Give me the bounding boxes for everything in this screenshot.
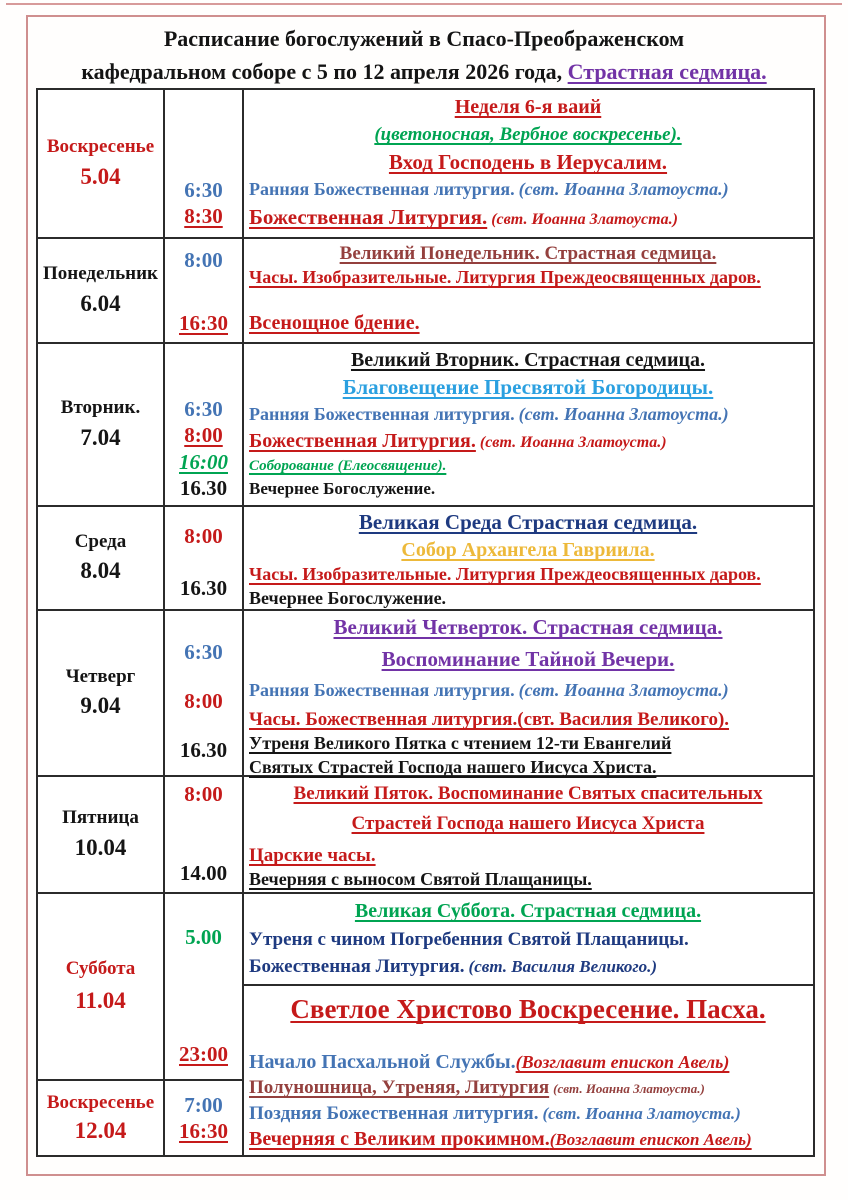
row-friday-10-04 [38, 775, 813, 892]
service-line [249, 1075, 807, 1100]
service-note: (свт. Иоанна Златоуста.) [553, 1081, 705, 1097]
service-line [249, 428, 807, 454]
service-text: Утреня с чином Погребенния Святой Плащаницы. [249, 928, 689, 950]
service-line [249, 898, 807, 924]
row-wednesday-8-04 [38, 505, 813, 609]
service-text: Всенощное бдение. [249, 311, 420, 334]
section-saturday-sunday [38, 892, 813, 1155]
service-line [249, 310, 807, 338]
day-name: Пятница [62, 807, 139, 829]
day-date: 12.04 [74, 1118, 127, 1144]
day-date: 11.04 [75, 987, 126, 1013]
service-line [249, 374, 807, 402]
service-time: 16:30 [179, 1119, 228, 1143]
content-cell [244, 90, 813, 237]
day-cell [38, 777, 165, 892]
service-time: 8:00 [184, 688, 223, 713]
service-text: Часы. Божественная литургия.(свт. Василия Великого). [249, 709, 730, 731]
service-line [249, 679, 807, 703]
day-cell [38, 507, 165, 609]
service-line [249, 403, 807, 427]
service-text: Часы. Изобразительные. Литургия Преждеосвященных даров. [249, 267, 761, 288]
service-line [249, 455, 807, 477]
service-text: Ранняя Божественная литургия. [249, 403, 515, 424]
content-cell [244, 611, 813, 778]
service-note: (свт. Иоанна Златоуста.) [542, 1103, 741, 1123]
service-time: 16.30 [179, 475, 228, 500]
page-title [40, 22, 808, 88]
service-line [249, 587, 807, 611]
row-tuesday-7-04 [38, 342, 813, 505]
day-name: Воскресенье [46, 136, 155, 158]
service-time: 14.00 [179, 860, 228, 885]
row-monday-6-04 [38, 237, 813, 342]
service-line [249, 927, 807, 952]
service-line [249, 707, 807, 732]
service-time: 8:00 [184, 524, 223, 548]
service-text: Царские часы. [249, 845, 376, 867]
service-time: 6:30 [184, 177, 223, 202]
service-time: 16.30 [179, 737, 228, 762]
content-cell [244, 894, 813, 986]
service-time: 8:00 [184, 782, 223, 806]
service-text: Ранняя Божественная литургия. [249, 680, 515, 701]
day-cell [38, 1081, 163, 1155]
service-note: (Возглавит епископ Авель) [515, 1052, 730, 1073]
service-note: (свт. Иоанна Златоуста.) [518, 403, 729, 424]
day-name: Воскресенье [46, 1091, 155, 1113]
service-line [249, 241, 807, 266]
service-text: Часы. Изобразительные. Литургия Преждеосвященных даров. [249, 564, 761, 585]
service-text: Ранняя Божественная литургия. [249, 179, 515, 200]
time-cell [165, 1081, 242, 1155]
service-text: Неделя 6-я ваий [454, 95, 602, 118]
service-text: Великая Суббота. Страстная седмица. [354, 899, 702, 922]
service-note: (Возглавит епископ Авель) [549, 1129, 752, 1149]
service-line [249, 149, 807, 177]
service-text: Страстей Господа нашего Иисуса Христа [351, 813, 705, 835]
time-cell [165, 90, 244, 237]
service-time: 8:30 [184, 203, 223, 228]
service-time: 16:00 [179, 449, 228, 474]
title-highlight: Страстная седмица. [567, 59, 767, 84]
service-time: 8:00 [184, 248, 223, 272]
service-text: Вечернее Богослужение. [249, 478, 436, 498]
service-text: Святых Страстей Господа нашего Иисуса Христа. [249, 757, 657, 778]
service-text: Благовещение Пресвятой Богородицы. [342, 375, 714, 400]
title-line1: Расписание богослужений в Спасо-Преображенском [163, 26, 685, 51]
service-text: Воспоминание Тайной Вечери. [381, 646, 675, 671]
service-text: Великий Пяток. Воспоминание Святых спасительных [293, 783, 763, 804]
service-text: Божественная Литургия. [249, 956, 465, 978]
service-line [249, 478, 807, 500]
service-line [249, 614, 807, 642]
day-date: 10.04 [74, 834, 127, 860]
service-text: Полуношница, Утреняя, Литургия [249, 1077, 550, 1099]
service-line [249, 122, 807, 147]
row-sunday-5-04 [38, 90, 813, 237]
time-cell [165, 611, 244, 775]
content-cell [244, 986, 813, 1155]
service-line [249, 646, 807, 674]
service-text: Утреня Великого Пятка с чтением 12-ти Евангелий [249, 733, 672, 754]
service-text: Великий Вторник. Страстная седмица. [350, 348, 706, 371]
service-text: (цветоносная, Вербное воскресенье). [374, 123, 682, 145]
service-line [249, 1101, 807, 1126]
service-text: Вечернее Богослужение. [249, 587, 447, 608]
day-cell [38, 611, 165, 775]
time-cell [165, 507, 244, 609]
service-text: Поздняя Божественная литургия. [249, 1102, 539, 1124]
time-column [165, 894, 244, 1155]
service-line [249, 563, 807, 587]
service-line [249, 954, 807, 979]
schedule-table [36, 88, 815, 1157]
day-cell [38, 344, 165, 505]
time-cell [165, 777, 244, 892]
time-cell [165, 894, 242, 1081]
service-line [249, 843, 807, 868]
service-time: 5.00 [185, 925, 222, 949]
service-line [249, 732, 807, 756]
service-time: 16:30 [179, 310, 228, 335]
service-line [249, 1049, 807, 1075]
service-text: Великая Среда Страстная седмица. [358, 510, 698, 534]
service-time: 7:00 [184, 1092, 223, 1117]
service-text: Вечерняя с Великим прокимном. [249, 1127, 550, 1150]
service-note: (свт. Иоанна Златоуста.) [518, 680, 729, 701]
day-date: 7.04 [80, 424, 121, 450]
service-line [249, 266, 807, 290]
service-text: Собор Архангела Гавриила. [401, 538, 655, 561]
service-time: 6:30 [184, 640, 223, 664]
day-name: Вторник. [60, 397, 141, 419]
day-date: 8.04 [80, 558, 121, 584]
service-line [249, 868, 807, 894]
content-column [244, 894, 813, 1155]
service-time: 23:00 [179, 1041, 228, 1066]
service-line [249, 347, 807, 373]
spacer [249, 1028, 807, 1049]
service-text: Великий Понедельник. Страстная седмица. [339, 243, 717, 264]
service-time: 6:30 [184, 397, 223, 421]
service-text: Вход Господень в Иерусалим. [388, 149, 668, 174]
day-date: 6.04 [80, 290, 121, 316]
service-time: 16.30 [179, 575, 228, 600]
service-text: Великий Четверток. Страстная седмица. [333, 615, 723, 639]
service-line [249, 204, 807, 232]
title-line2: кафедральном соборе с 5 по 12 апреля 2026 года, [81, 59, 568, 84]
spacer [249, 290, 807, 310]
day-name: Четверг [65, 665, 136, 687]
service-note: (свт. Василия Великого.) [468, 957, 658, 977]
service-text: Светлое Христово Воскресение. Пасха. [290, 994, 766, 1024]
service-time: 8:00 [184, 423, 223, 448]
pascha-heading [249, 992, 807, 1028]
day-name: Суббота [65, 958, 136, 979]
day-cell [38, 239, 165, 342]
row-thursday-9-04 [38, 609, 813, 778]
service-text: Начало Пасхальной Службы. [249, 1051, 516, 1074]
content-cell [244, 507, 813, 609]
content-cell [244, 777, 813, 892]
day-date: 9.04 [80, 693, 121, 719]
service-line [249, 94, 807, 120]
time-cell [165, 239, 244, 342]
content-cell [244, 344, 813, 505]
day-name: Понедельник [42, 263, 158, 285]
service-note: (свт. Иоанна Златоуста.) [479, 433, 667, 451]
service-text: Соборование (Елеосвящение). [249, 457, 447, 474]
service-line [249, 1126, 807, 1153]
service-text: Божественная Литургия. [249, 204, 488, 229]
day-column [38, 894, 165, 1155]
service-line [249, 178, 807, 202]
day-name: Среда [74, 530, 127, 552]
service-line [249, 781, 807, 806]
content-cell [244, 239, 813, 342]
service-text: Вечерняя с выносом Святой Плащаницы. [249, 869, 592, 890]
service-line [249, 811, 807, 836]
day-date: 5.04 [80, 163, 121, 189]
day-cell [38, 90, 165, 237]
service-note: (свт. Иоанна Златоуста.) [491, 210, 678, 228]
service-line [249, 509, 807, 537]
service-note: (свт. Иоанна Златоуста.) [518, 179, 729, 200]
time-cell [165, 344, 244, 505]
decor-top-line [6, 3, 842, 5]
service-text: Божественная Литургия. [249, 429, 476, 452]
service-line [249, 537, 807, 563]
day-cell [38, 894, 163, 1081]
